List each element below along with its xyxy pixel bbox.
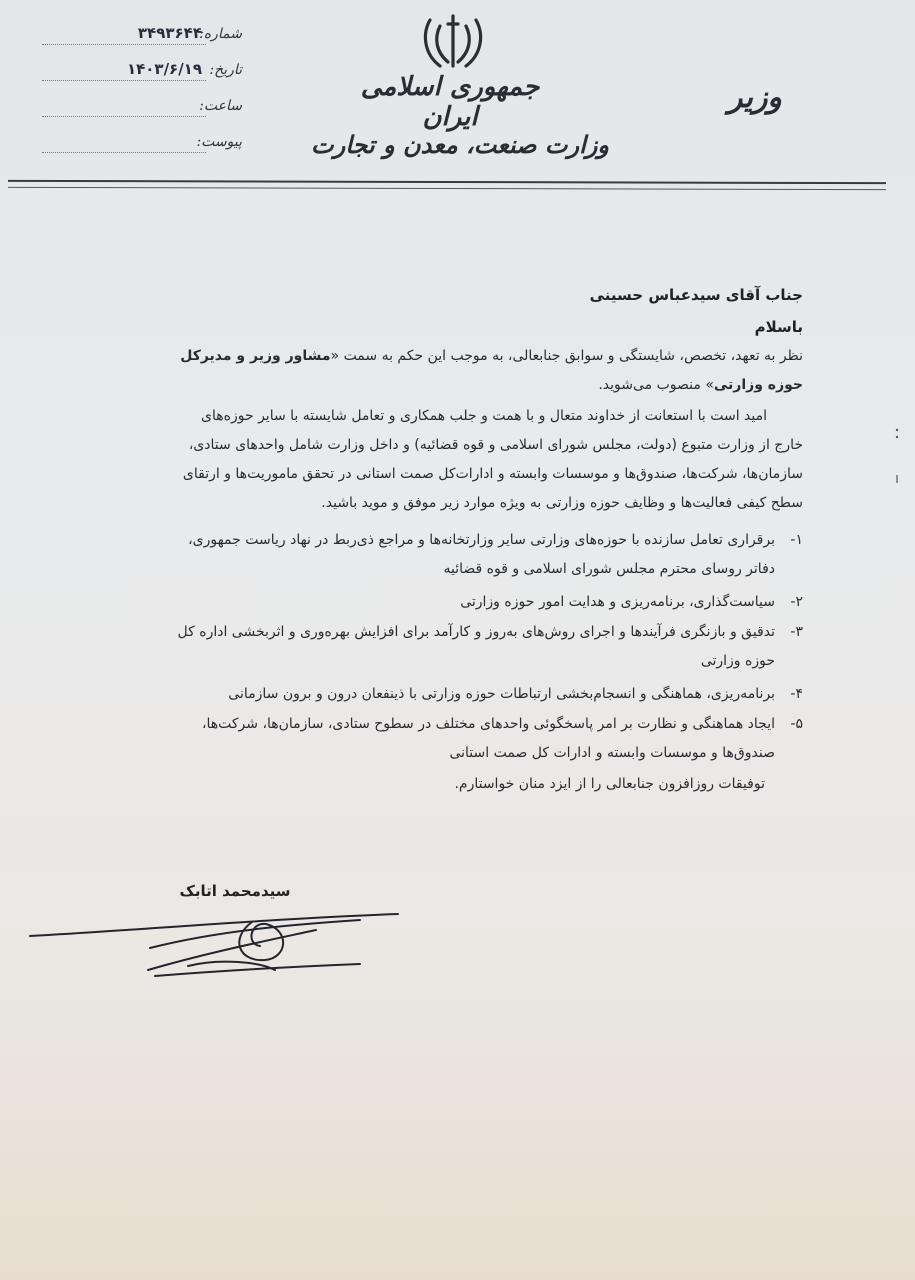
hope-line: امید است با استعانت از خداوند متعال و با همت و جلب همکاری و تعامل شایسته با سایر حوزه‌های — [201, 408, 767, 424]
duty-number: ۴- — [790, 686, 803, 702]
hope-paragraph — [113, 402, 803, 518]
duty-text: دفاتر روسای محترم مجلس شورای اسلامی و قوه قضائیه — [443, 561, 775, 577]
number-dots — [42, 44, 206, 45]
letter-meta — [42, 22, 242, 166]
number-label: شماره: — [199, 26, 242, 42]
intro-text: نظر به تعهد، تخصص، شایستگی و سوابق جنابعالی، به موجب این حکم به سمت « — [330, 348, 803, 364]
duty-number: ۲- — [790, 594, 803, 610]
time-dots — [42, 116, 206, 117]
duty-text: برنامه‌ریزی، هماهنگی و انسجام‌بخشی ارتباطات حوزه وزارتی با ذینفعان درون و برون سازمانی — [228, 686, 775, 702]
minister-title: وزیر — [728, 80, 782, 115]
hope-line: خارج از وزارت متبوع (دولت، مجلس شورای اسلامی و قوه قضائیه) و داخل وزارت شامل واحدهای ستادی، — [188, 437, 803, 453]
duty-item-4 — [103, 680, 803, 709]
hope-line: سازمان‌ها، شرکت‌ها، صندوق‌ها و موسسات وابسته و ادارات‌کل صمت استانی در تحقق ماموریت‌ها و ارتقای — [182, 466, 803, 482]
duty-item-1 — [103, 526, 803, 584]
duty-text: سیاست‌گذاری، برنامه‌ریزی و هدایت امور حوزه وزارتی — [460, 594, 775, 610]
duty-item-5 — [103, 710, 803, 768]
duty-text: صندوق‌ها و موسسات وابسته و ادارات کل صمت استانی — [449, 745, 775, 761]
duty-number: ۳- — [790, 624, 803, 640]
recipient: جناب آقای سیدعباس حسینی — [589, 286, 803, 304]
duty-item-2 — [103, 588, 803, 617]
date-value: ۱۴۰۳/۶/۱۹ — [126, 60, 202, 78]
date-label: تاریخ: — [209, 62, 242, 78]
intro-bold-position: مشاور وزیر و مدیرکل — [180, 348, 331, 364]
duty-text: برقراری تعامل سازنده با حوزه‌های وزارتی سایر وزارتخانه‌ها و مراجع ذی‌ربط در نهاد ریاست جمهوری، — [188, 532, 775, 548]
duty-text: ایجاد هماهنگی و نظارت بر امر پاسخگوئی واحدهای مختلف در سطوح ستادی، سازمان‌ها، شرکت‌ها، — [201, 716, 775, 732]
hope-line: سطح کیفی فعالیت‌ها و وظایف حوزه وزارتی به ویژه موارد زیر موفق و موید باشید. — [321, 495, 803, 511]
time-row — [42, 94, 242, 130]
greeting: باسلام — [754, 318, 803, 336]
number-row — [42, 22, 242, 58]
time-label: ساعت: — [199, 98, 242, 114]
signer-name: سیدمحمد اتابک — [179, 882, 291, 900]
header-rule-thick — [8, 180, 886, 184]
closing-line: توفیقات روزافزون جنابعالی را از ایزد منان خواستارم. — [454, 776, 765, 792]
date-dots — [42, 80, 206, 81]
attachment-row — [42, 130, 242, 166]
margin-mark-icon — [892, 425, 902, 485]
attachment-dots — [42, 152, 206, 153]
duty-number: ۱- — [790, 532, 803, 548]
duty-text: حوزه وزارتی — [700, 653, 775, 669]
duty-number: ۵- — [790, 716, 803, 732]
attachment-label: پیوست: — [196, 134, 242, 150]
signature-icon — [20, 900, 420, 990]
ministry-title: وزارت صنعت، معدن و تجارت — [311, 130, 609, 159]
iran-emblem-icon — [418, 12, 488, 72]
intro-paragraph — [113, 342, 803, 400]
intro-bold-domain: حوزه وزارتی — [713, 377, 803, 393]
intro-end: » منصوب می‌شوید. — [598, 377, 714, 393]
header-rule-thin — [8, 187, 886, 190]
number-value: ۳۴۹۳۶۴۴ — [137, 24, 202, 42]
republic-title: جمهوری اسلامی ایران — [360, 72, 540, 132]
duty-text: تدقیق و بازنگری فرآیندها و اجرای روش‌های به‌روز و کارآمد برای افزایش بهره‌وری و اثربخشی اداره کل — [177, 624, 775, 640]
date-row — [42, 58, 242, 94]
duty-item-3 — [103, 618, 803, 676]
